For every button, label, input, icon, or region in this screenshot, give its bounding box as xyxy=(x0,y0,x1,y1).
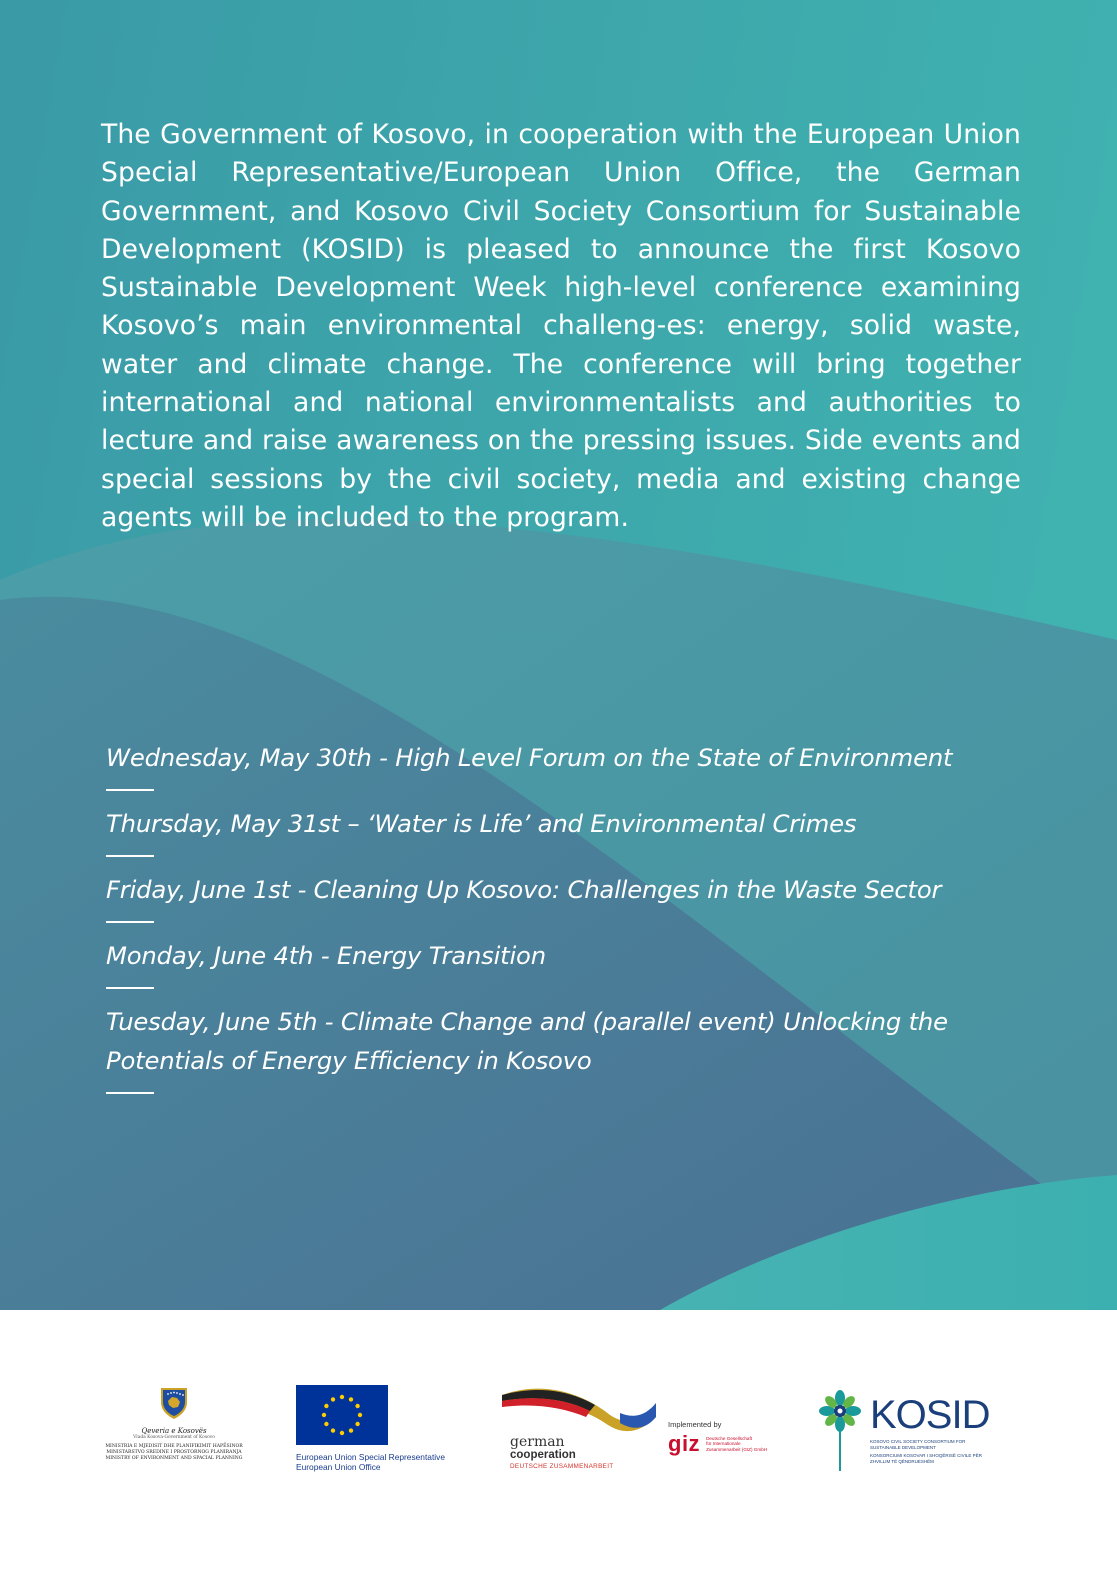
giz-line: Zusammenarbeit (GIZ) GmbH xyxy=(706,1446,768,1452)
kosid-logo xyxy=(815,1387,1025,1477)
schedule-item-text: Wednesday, May 30th - High Level Forum on the State of Environment xyxy=(106,743,953,772)
eu-caption-line1: European Union Special Representative xyxy=(296,1452,445,1462)
schedule-item xyxy=(106,870,1036,923)
eu-caption-line2: European Union Office xyxy=(296,1462,381,1472)
cooperation-word: cooperation xyxy=(510,1449,576,1461)
divider xyxy=(106,1092,154,1094)
schedule-item xyxy=(106,804,1036,857)
divider xyxy=(106,921,154,923)
divider xyxy=(106,789,154,791)
kosid-line: KOSOVO CIVIL SOCIETY CONSORTIUM FOR xyxy=(870,1439,966,1444)
schedule-item xyxy=(106,738,1036,791)
ministry-line: MINISTRY OF ENVIRONMENT AND SPACIAL PLANNING xyxy=(105,1456,243,1461)
government-title: Qeveria e Kosovës xyxy=(141,1427,207,1435)
divider xyxy=(106,987,154,989)
schedule-item-text: Tuesday, June 5th - Climate Change and (parallel event) Unlocking the Potentials of Energy Efficiency in Kosovo xyxy=(106,1007,948,1075)
implemented-by: Implemented by xyxy=(668,1420,722,1429)
giz-logo xyxy=(668,1420,788,1457)
event-schedule xyxy=(106,738,1036,1107)
kosovo-coat-of-arms-icon xyxy=(159,1386,189,1420)
schedule-item-text: Thursday, May 31st – ‘Water is Life’ and Environmental Crimes xyxy=(106,809,857,838)
government-logo xyxy=(84,1386,264,1462)
kosid-wordmark: KOSID xyxy=(870,1393,990,1437)
kosid-line: ZHVILLIM TË QËNDRUESHËM xyxy=(870,1458,934,1464)
schedule-item xyxy=(106,936,1036,989)
government-subtitle: Vlada Kosova-Government of Kosovo xyxy=(133,1435,215,1440)
kosid-line: SUSTAINABLE DEVELOPMENT xyxy=(870,1444,936,1450)
kosid-flower-icon xyxy=(815,1387,865,1473)
ministry-line: MINISTARSTVO SREDINE I PROSTORNOG PLANIRANJA xyxy=(106,1450,242,1455)
kosid-line: KONSORCIUMI KOSOVAR I SHOQËRISË CIVILE PËR xyxy=(870,1453,982,1459)
german-word: german xyxy=(510,1434,565,1450)
german-cooperation-logo xyxy=(500,1385,660,1480)
intro-paragraph: The Government of Kosovo, in cooperation with the European Union Special Representative/European Union Office, the German Government, and Kosovo Civil Society Consortium for Sustainable Development (KOSID) is pleased to announce the first Kosovo Sustainable Development Week high-level conference examining Kosovo’s main environmental challeng-es: energy, solid waste, water and climate change. The conference will bring together international and national environmentalists and authorities to lecture and raise awareness on the pressing issues. Side events and special sessions by the civil society, media and existing change agents will be included to the program. xyxy=(101,119,1021,533)
eu-logo xyxy=(296,1385,476,1472)
divider xyxy=(106,855,154,857)
eu-flag-icon xyxy=(296,1385,388,1445)
giz-line: Deutsche Gesellschaft xyxy=(706,1435,753,1441)
partner-logos xyxy=(0,1310,1117,1581)
deutsche-zusammenarbeit: DEUTSCHE ZUSAMMENARBEIT xyxy=(510,1463,614,1470)
schedule-item-text: Friday, June 1st - Cleaning Up Kosovo: Challenges in the Waste Sector xyxy=(106,875,942,904)
giz-line: für Internationale xyxy=(706,1441,741,1447)
giz-wordmark: giz xyxy=(668,1431,701,1456)
german-ribbon-icon xyxy=(500,1385,660,1435)
schedule-item-text: Monday, June 4th - Energy Transition xyxy=(106,941,546,970)
ministry-line: MINISTRIA E MJEDISIT DHE PLANIFIKIMIT HAPËSINOR xyxy=(105,1444,243,1449)
schedule-item xyxy=(106,1002,1036,1094)
